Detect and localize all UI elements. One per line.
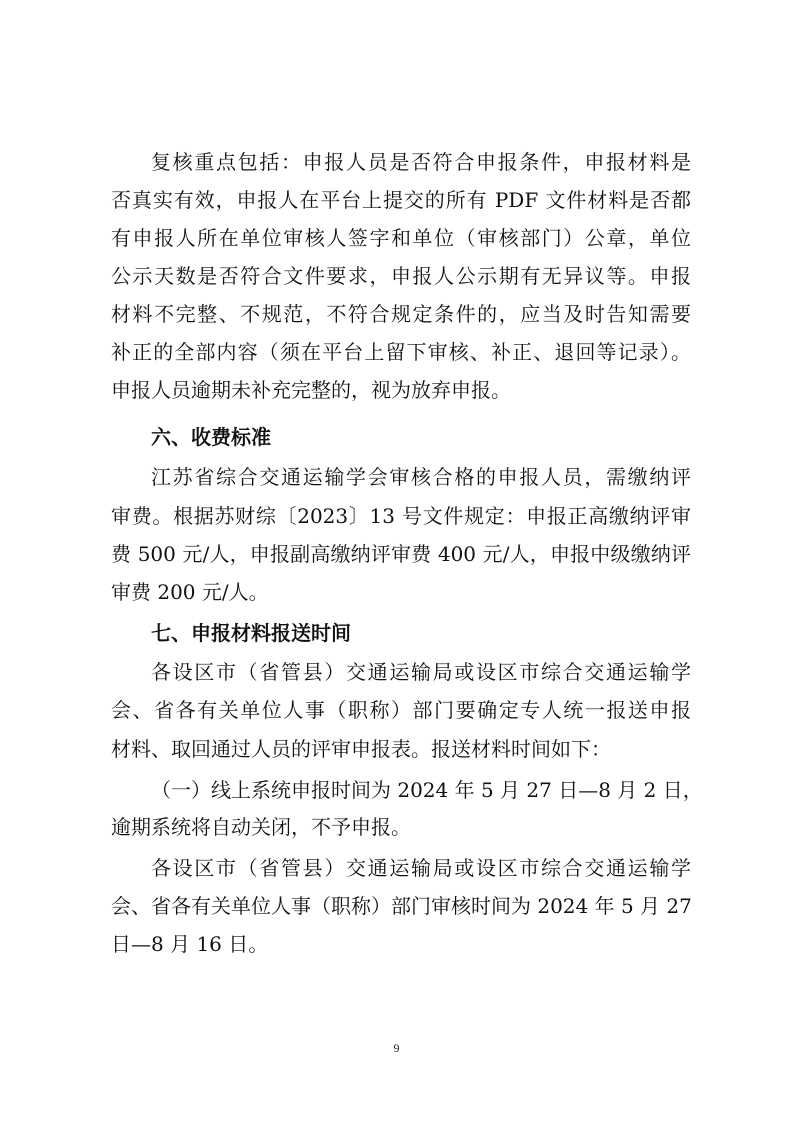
paragraph-line: 公示天数是否符合文件要求，申报人公示期有无异议等。申报 xyxy=(111,264,691,288)
paragraph-line: 日—8 月 16 日。 xyxy=(111,932,269,956)
paragraph-line: 有申报人所在单位审核人签字和单位（审核部门）公章，单位 xyxy=(111,226,691,250)
paragraph-line: 否真实有效，申报人在平台上提交的所有 PDF 文件材料是否都 xyxy=(111,188,691,212)
paragraph-line: 审费 200 元/人。 xyxy=(111,580,269,604)
paragraph-line: 会、省各有关单位人事（职称）部门审核时间为 2024 年 5 月 27 xyxy=(111,894,692,918)
section-heading-submission-time: 七、申报材料报送时间 xyxy=(151,621,351,645)
paragraph-line: 各设区市（省管县）交通运输局或设区市综合交通运输学 xyxy=(151,856,691,880)
section-heading-fees: 六、收费标准 xyxy=(151,425,271,449)
paragraph-line: 材料、取回通过人员的评审申报表。报送材料时间如下： xyxy=(111,737,611,761)
paragraph-line: （一）线上系统申报时间为 2024 年 5 月 27 日—8 月 2 日， xyxy=(151,778,703,802)
paragraph-line: 复核重点包括：申报人员是否符合申报条件，申报材料是 xyxy=(151,150,691,174)
paragraph-line: 江苏省综合交通运输学会审核合格的申报人员，需缴纳评 xyxy=(151,465,691,489)
paragraph-line: 补正的全部内容（须在平台上留下审核、补正、退回等记录）。 xyxy=(111,340,691,364)
paragraph-line: 各设区市（省管县）交通运输局或设区市综合交通运输学 xyxy=(151,660,691,684)
paragraph-line: 会、省各有关单位人事（职称）部门要确定专人统一报送申报 xyxy=(111,698,691,722)
paragraph-line: 费 500 元/人，申报副高缴纳评审费 400 元/人，申报中级缴纳评 xyxy=(111,542,691,566)
page-number: 9 xyxy=(393,1041,400,1055)
paragraph-line: 逾期系统将自动关闭，不予申报。 xyxy=(111,815,411,839)
paragraph-line: 申报人员逾期未补充完整的，视为放弃申报。 xyxy=(111,378,511,402)
paragraph-line: 审费。根据苏财综〔2023〕13 号文件规定：申报正高缴纳评审 xyxy=(111,504,691,528)
paragraph-line: 材料不完整、不规范，不符合规定条件的，应当及时告知需要 xyxy=(111,302,691,326)
